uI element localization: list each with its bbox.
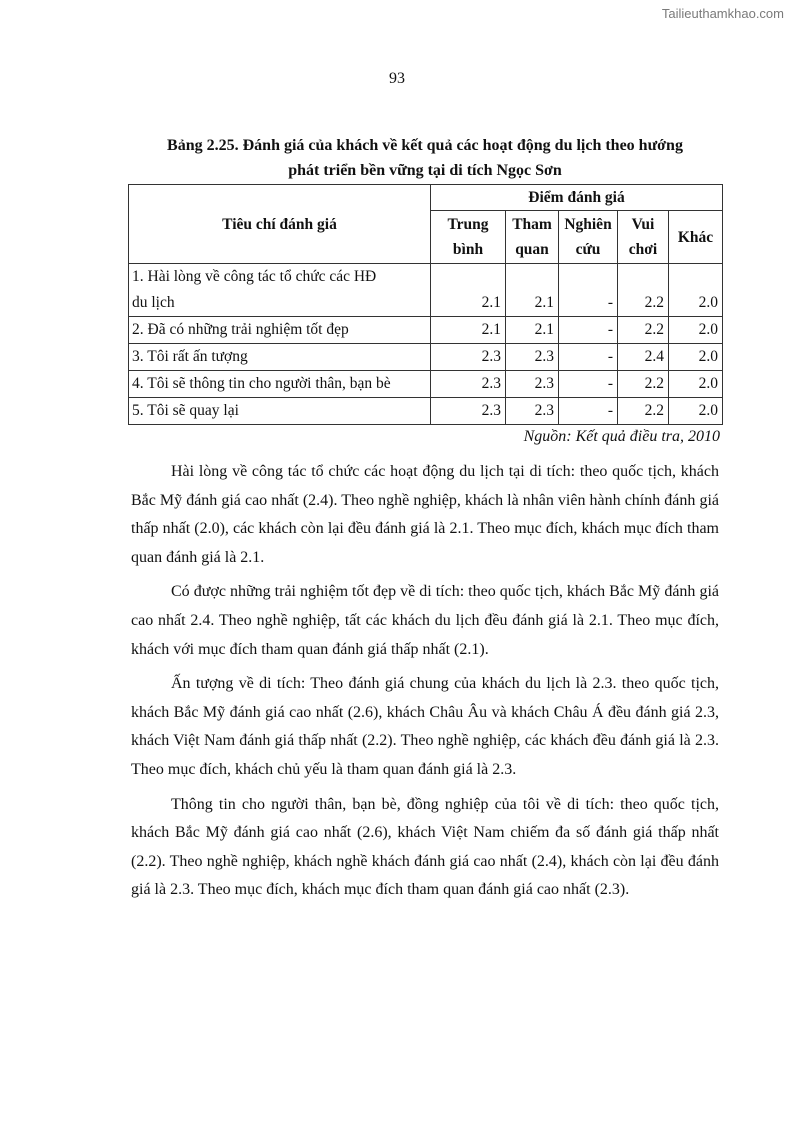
cell-value: 2.2 bbox=[618, 264, 669, 317]
column-header-entertainment: Vui chơi bbox=[618, 211, 669, 264]
criteria-header: Tiêu chí đánh giá bbox=[129, 185, 431, 264]
cell-value: 2.2 bbox=[618, 371, 669, 398]
table-row bbox=[129, 317, 723, 344]
cell-value: - bbox=[559, 264, 618, 317]
cell-value: 2.1 bbox=[506, 264, 559, 317]
score-header: Điểm đánh giá bbox=[431, 185, 723, 211]
table-row bbox=[129, 398, 723, 425]
cell-value: 2.0 bbox=[669, 317, 723, 344]
evaluation-table bbox=[128, 184, 723, 425]
cell-value: - bbox=[559, 317, 618, 344]
row-label: 3. Tôi rất ấn tượng bbox=[129, 344, 431, 371]
table-caption-line-1: Bảng 2.25. Đánh giá của khách về kết quả các hoạt động du lịch theo hướng bbox=[167, 137, 683, 154]
cell-value: 2.0 bbox=[669, 344, 723, 371]
column-header-other: Khác bbox=[669, 211, 723, 264]
paragraph: Có được những trải nghiệm tốt đẹp về di tích: theo quốc tịch, khách Bắc Mỹ đánh giá cao nhất 2.4. Theo nghề nghiệp, tất các khách du lịch đều đánh giá là 2.1. Theo mục đích, khách với mục đích tham quan đánh giá thấp nhất (2.1). bbox=[131, 583, 719, 658]
page-number: 93 bbox=[389, 70, 405, 87]
cell-value: 2.3 bbox=[506, 371, 559, 398]
body-text bbox=[131, 458, 719, 911]
paragraph: Thông tin cho người thân, bạn bè, đồng nghiệp của tôi về di tích: theo quốc tịch, khách Bắc Mỹ đánh giá cao nhất (2.6), khách Việt Nam chiếm đa số đánh giá thấp nhất (2.2). Theo nghề nghiệp, khách nghề khách đánh giá cao nhất (2.4), khách còn lại đều đánh giá là 2.3. Theo mục đích, khách mục đích tham quan đánh giá cao nhất (2.3). bbox=[131, 795, 719, 899]
table-source-note: Nguồn: Kết quả điều tra, 2010 bbox=[523, 428, 720, 445]
table-row bbox=[129, 264, 723, 317]
column-header-research: Nghiên cứu bbox=[559, 211, 618, 264]
row-label: 4. Tôi sẽ thông tin cho người thân, bạn bè bbox=[129, 371, 431, 398]
cell-value: 2.0 bbox=[669, 398, 723, 425]
row-label: 1. Hài lòng về công tác tổ chức các HĐ du lịch bbox=[129, 264, 431, 317]
cell-value: 2.2 bbox=[618, 317, 669, 344]
watermark: Tailieuthamkhao.com bbox=[661, 6, 784, 21]
table-row bbox=[129, 371, 723, 398]
cell-value: - bbox=[559, 398, 618, 425]
cell-value: 2.3 bbox=[431, 398, 506, 425]
cell-value: 2.1 bbox=[431, 264, 506, 317]
column-header-sightseeing: Tham quan bbox=[506, 211, 559, 264]
cell-value: 2.3 bbox=[431, 344, 506, 371]
cell-value: 2.1 bbox=[506, 317, 559, 344]
cell-value: 2.2 bbox=[618, 398, 669, 425]
cell-value: - bbox=[559, 344, 618, 371]
cell-value: 2.3 bbox=[431, 371, 506, 398]
cell-value: - bbox=[559, 371, 618, 398]
cell-value: 2.3 bbox=[506, 398, 559, 425]
cell-value: 2.1 bbox=[431, 317, 506, 344]
row-label: 2. Đã có những trải nghiệm tốt đẹp bbox=[129, 317, 431, 344]
table-caption bbox=[128, 133, 722, 183]
column-header-average: Trung bình bbox=[431, 211, 506, 264]
paragraph: Hài lòng về công tác tổ chức các hoạt động du lịch tại di tích: theo quốc tịch, khách Bắc Mỹ đánh giá cao nhất (2.4). Theo nghề nghiệp, khách là nhân viên hành chính đánh giá thấp nhất (2.0), các khách còn lại đều đánh giá là 2.1. Theo mục đích, khách mục đích tham quan đánh giá là 2.1. bbox=[131, 463, 719, 566]
cell-value: 2.0 bbox=[669, 371, 723, 398]
table-caption-line-2: phát triển bền vững tại di tích Ngọc Sơn bbox=[288, 162, 562, 179]
cell-value: 2.4 bbox=[618, 344, 669, 371]
cell-value: 2.0 bbox=[669, 264, 723, 317]
cell-value: 2.3 bbox=[506, 344, 559, 371]
paragraph: Ấn tượng về di tích: Theo đánh giá chung của khách du lịch là 2.3. theo quốc tịch, khách Bắc Mỹ đánh giá cao nhất (2.6), khách Châu Âu và khách Châu Á đều đánh giá 2.3, khách Việt Nam đánh giá thấp nhất (2.2). Theo nghề nghiệp, các khách đều đánh giá là 2.3. Theo mục đích, khách chủ yếu là tham quan đánh giá là 2.3. bbox=[131, 675, 719, 778]
table-row bbox=[129, 344, 723, 371]
row-label: 5. Tôi sẽ quay lại bbox=[129, 398, 431, 425]
